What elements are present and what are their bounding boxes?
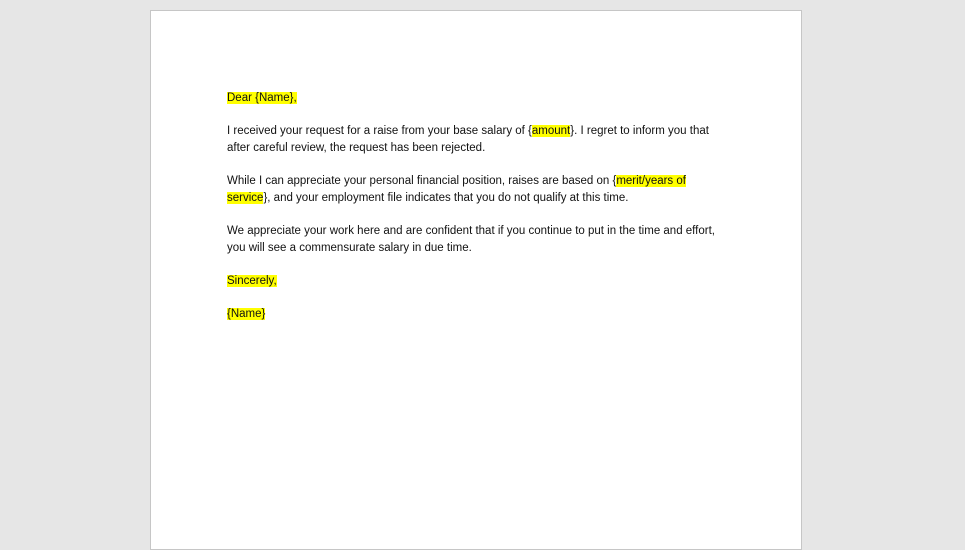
paragraph-appreciation: We appreciate your work here and are confident that if you continue to put in the time and effort, you will see a commensurate salary in due time. bbox=[227, 225, 715, 254]
greeting-placeholder: Dear {Name}, bbox=[227, 92, 297, 104]
paragraph-request-text-end: }. I regret to inform you that after careful review, the request has been rejected. bbox=[227, 125, 709, 154]
paragraph-policy-text-end: }, and your employment file indicates that you do not qualify at this time. bbox=[263, 192, 629, 204]
signature-placeholder: {Name} bbox=[227, 308, 266, 320]
letter-body[interactable] bbox=[227, 90, 727, 339]
paragraph-policy bbox=[227, 173, 727, 207]
closing-line bbox=[227, 273, 727, 290]
paragraph-request bbox=[227, 123, 727, 157]
signature-line bbox=[227, 306, 727, 323]
paragraph-request-text-start: I received your request for a raise from your base salary of { bbox=[227, 125, 532, 137]
greeting-line bbox=[227, 90, 727, 107]
closing-placeholder: Sincerely, bbox=[227, 275, 277, 287]
document-page[interactable] bbox=[150, 10, 802, 550]
merit-placeholder: merit/years of service bbox=[227, 175, 686, 204]
paragraph-policy-text-start: While I can appreciate your personal financial position, raises are based on { bbox=[227, 175, 617, 187]
amount-placeholder: amount bbox=[531, 125, 571, 137]
